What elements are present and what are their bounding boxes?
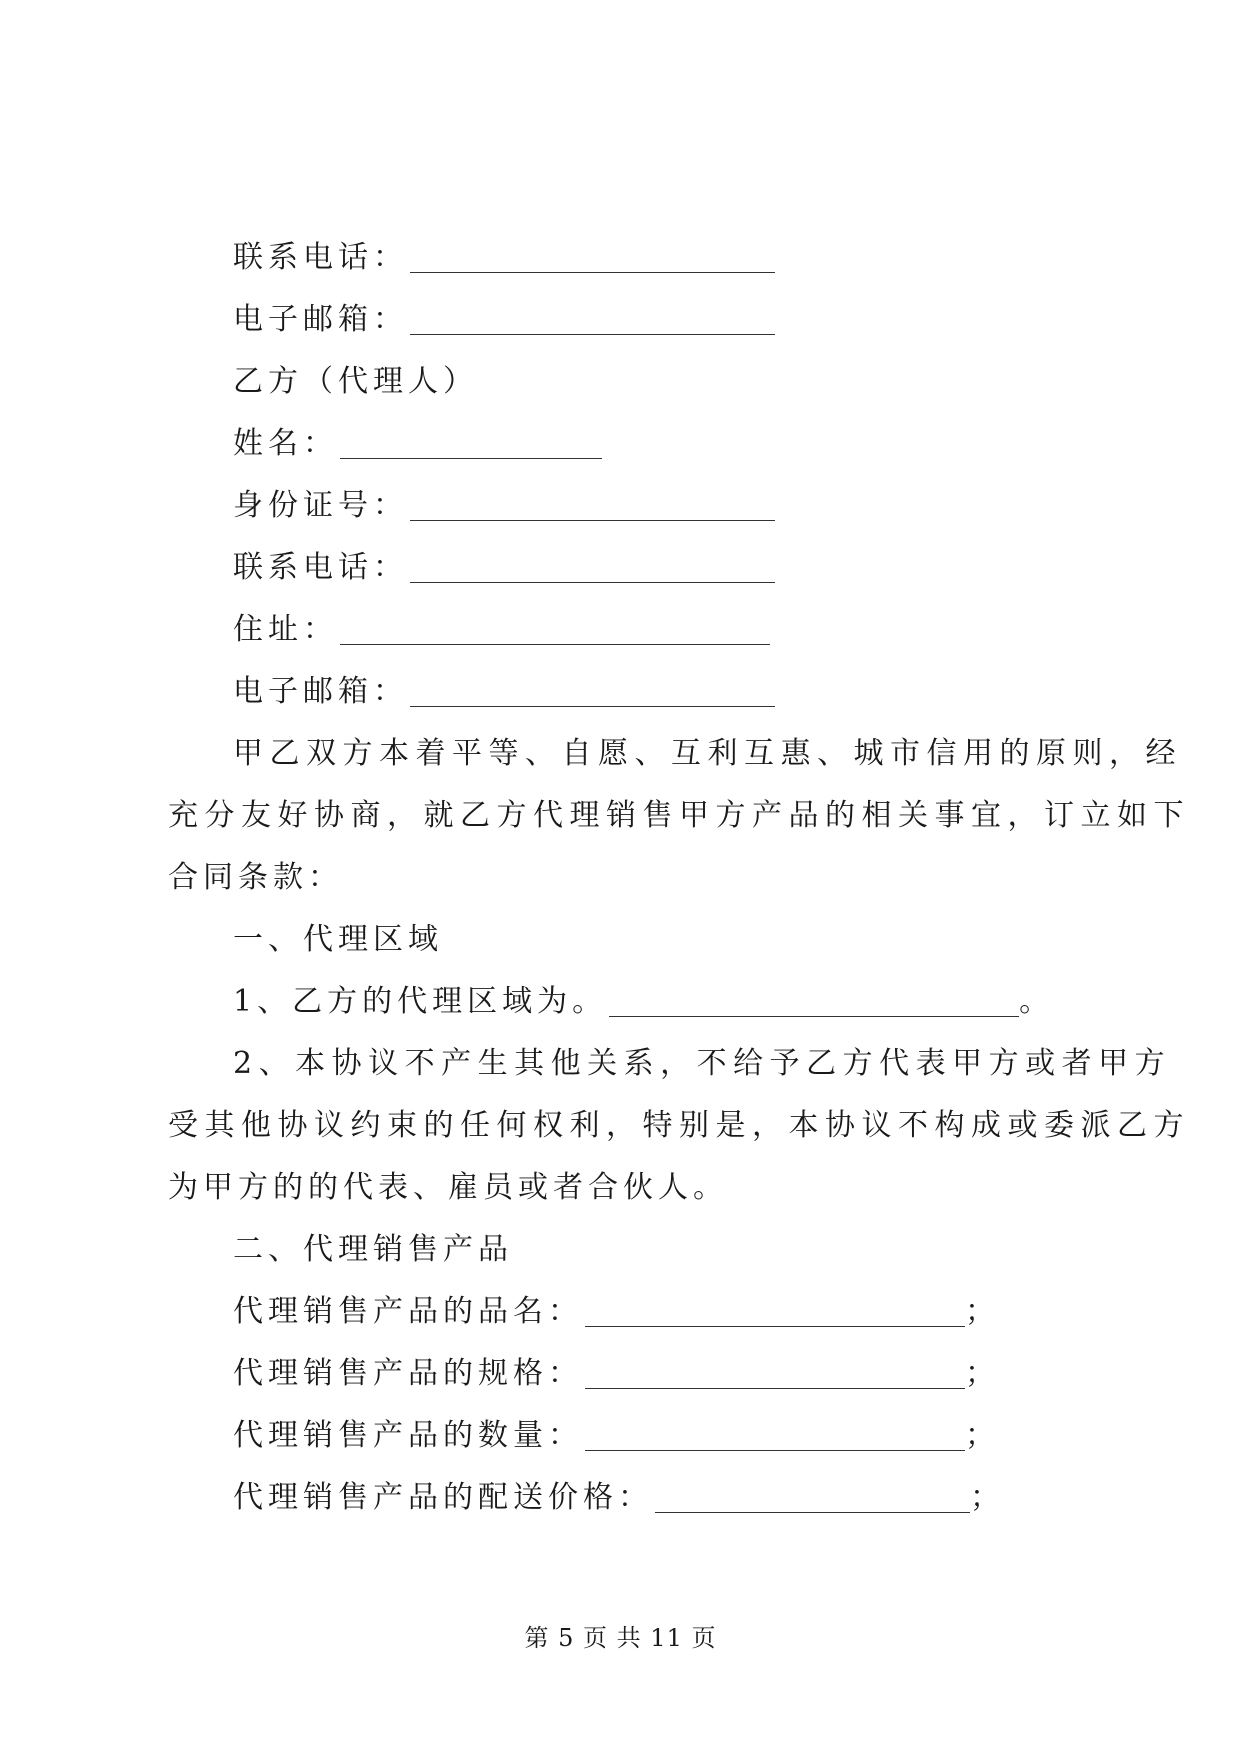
section-1-heading: 一、代理区域 [233, 922, 443, 957]
party-b-id-blank [410, 490, 775, 521]
party-b-email-line [233, 672, 775, 712]
section-1-item-2-line-3: 为甲方的的代表、雇员或者合伙人。 [168, 1170, 728, 1205]
party-a-phone-blank [410, 242, 775, 273]
party-b-name-blank [340, 428, 602, 459]
party-a-email-blank [410, 304, 775, 335]
party-b-phone-label: 联系电话： [233, 550, 408, 585]
party-b-email-label: 电子邮箱： [233, 674, 408, 709]
product-price-line [233, 1478, 1005, 1518]
product-qty-line [233, 1416, 1000, 1456]
product-spec-label: 代理销售产品的规格： [233, 1356, 583, 1391]
product-name-line [233, 1292, 1000, 1332]
page-footer: 第 5 页 共 11 页 [524, 1624, 717, 1652]
party-b-email-blank [410, 676, 775, 707]
product-price-label: 代理销售产品的配送价格： [233, 1480, 653, 1515]
section-2-heading: 二、代理销售产品 [233, 1232, 513, 1267]
party-b-address-line [233, 610, 770, 650]
intro-line-2: 充分友好协商，就乙方代理销售甲方产品的相关事宜，订立如下 [168, 798, 1190, 833]
party-b-name-line [233, 424, 602, 464]
product-qty-label: 代理销售产品的数量： [233, 1418, 583, 1453]
party-a-email-label: 电子邮箱： [233, 302, 408, 337]
party-b-phone-line [233, 548, 775, 588]
party-b-heading: 乙方（代理人） [233, 364, 478, 399]
party-b-id-line [233, 486, 775, 526]
party-b-address-blank [340, 614, 770, 645]
product-spec-blank [585, 1358, 965, 1389]
product-price-blank [655, 1482, 970, 1513]
product-name-blank [585, 1296, 965, 1327]
section-1-item-2-line-2: 受其他协议约束的任何权利，特别是，本协议不构成或委派乙方 [168, 1108, 1190, 1143]
intro-line-3: 合同条款： [168, 860, 343, 895]
product-spec-line [233, 1354, 1000, 1394]
section-1-item-1-end: 。 [1019, 984, 1055, 1019]
region-blank [609, 986, 1019, 1017]
party-b-phone-blank [410, 552, 775, 583]
product-qty-blank [585, 1420, 965, 1451]
party-a-phone-line [233, 238, 775, 278]
party-a-email-line [233, 300, 775, 340]
product-name-label: 代理销售产品的品名： [233, 1294, 583, 1329]
section-1-item-1 [233, 982, 1054, 1022]
party-a-phone-label: 联系电话： [233, 240, 408, 275]
section-1-item-2-line-1: 2、本协议不产生其他关系，不给予乙方代表甲方或者甲方 [233, 1046, 1172, 1081]
product-spec-end: ； [965, 1356, 1000, 1391]
product-price-end: ； [970, 1480, 1005, 1515]
party-b-name-label: 姓名： [233, 426, 338, 461]
party-b-address-label: 住址： [233, 612, 338, 647]
intro-line-1: 甲乙双方本着平等、自愿、互利互惠、城市信用的原则，经 [233, 736, 1182, 771]
product-name-end: ； [965, 1294, 1000, 1329]
party-b-id-label: 身份证号： [233, 488, 408, 523]
section-1-item-1-label: 1、乙方的代理区域为。 [233, 984, 608, 1019]
product-qty-end: ； [965, 1418, 1000, 1453]
